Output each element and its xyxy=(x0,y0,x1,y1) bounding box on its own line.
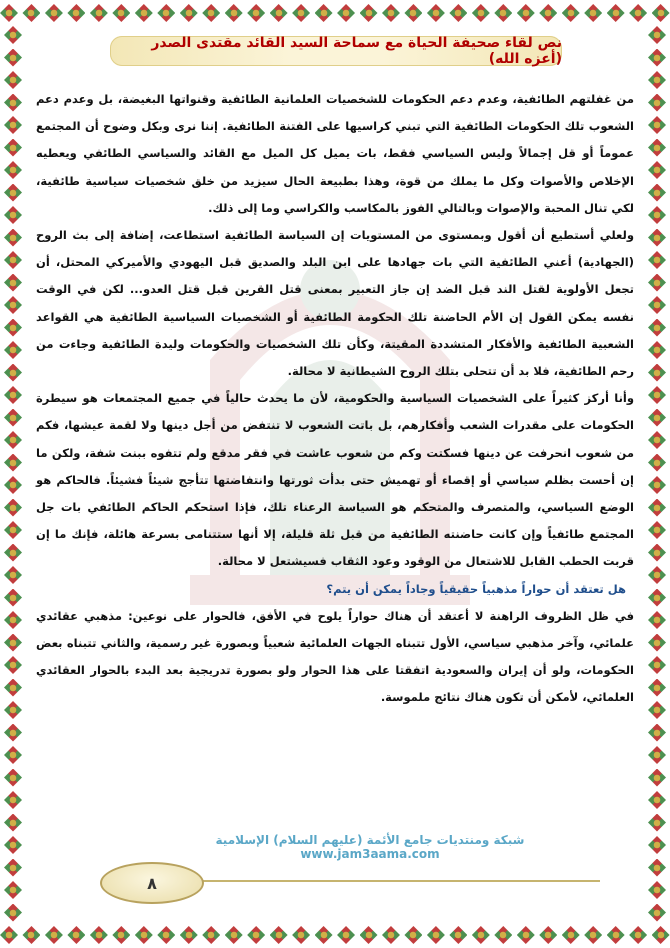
ornament-icon xyxy=(157,926,175,944)
ornament-icon xyxy=(112,926,130,944)
ornament-icon xyxy=(4,611,22,629)
ornament-icon xyxy=(0,926,18,944)
ornament-icon xyxy=(404,926,422,944)
ornament-icon xyxy=(315,926,333,944)
ornament-icon xyxy=(652,926,670,944)
ornament-icon xyxy=(648,589,666,607)
ornament-icon xyxy=(4,566,22,584)
ornament-icon xyxy=(180,926,198,944)
ornament-icon xyxy=(648,634,666,652)
ornament-icon xyxy=(90,926,108,944)
ornament-icon xyxy=(4,161,22,179)
ornament-icon xyxy=(4,71,22,89)
ornament-icon xyxy=(648,409,666,427)
left-ornament-border xyxy=(0,26,26,922)
ornament-icon xyxy=(22,926,40,944)
ornament-icon xyxy=(648,71,666,89)
ornament-icon xyxy=(648,904,666,922)
ornament-icon xyxy=(4,116,22,134)
ornament-icon xyxy=(648,251,666,269)
ornament-icon xyxy=(4,431,22,449)
ornament-icon xyxy=(4,701,22,719)
ornament-icon xyxy=(629,926,647,944)
ornament-icon xyxy=(4,791,22,809)
ornament-icon xyxy=(270,4,288,22)
interview-question: هل تعتقد أن حواراً مذهبياً حقيقياً وجاداً يمكن أن يتم؟ xyxy=(326,581,626,596)
ornament-icon xyxy=(4,184,22,202)
ornament-icon xyxy=(404,4,422,22)
ornament-icon xyxy=(648,656,666,674)
ornament-icon xyxy=(648,296,666,314)
ornament-icon xyxy=(4,746,22,764)
ornament-icon xyxy=(4,656,22,674)
ornament-icon xyxy=(0,4,18,22)
ornament-icon xyxy=(360,4,378,22)
ornament-icon xyxy=(4,476,22,494)
ornament-icon xyxy=(247,4,265,22)
ornament-icon xyxy=(4,94,22,112)
ornament-icon xyxy=(562,4,580,22)
ornament-icon xyxy=(648,319,666,337)
bottom-ornament-border xyxy=(0,922,670,948)
ornament-icon xyxy=(648,364,666,382)
ornament-icon xyxy=(4,724,22,742)
ornament-icon xyxy=(648,814,666,832)
ornament-icon xyxy=(4,229,22,247)
ornament-icon xyxy=(648,49,666,67)
ornament-icon xyxy=(648,679,666,697)
ornament-icon xyxy=(360,926,378,944)
ornament-icon xyxy=(382,926,400,944)
ornament-icon xyxy=(4,521,22,539)
page-number: ٨ xyxy=(100,862,204,904)
ornament-icon xyxy=(562,926,580,944)
ornament-icon xyxy=(337,4,355,22)
ornament-icon xyxy=(427,4,445,22)
ornament-icon xyxy=(4,251,22,269)
ornament-icon xyxy=(449,4,467,22)
right-ornament-border xyxy=(644,26,670,922)
ornament-icon xyxy=(90,4,108,22)
ornament-icon xyxy=(292,4,310,22)
ornament-icon xyxy=(648,139,666,157)
footer-divider xyxy=(200,880,600,882)
ornament-icon xyxy=(4,499,22,517)
ornament-icon xyxy=(4,881,22,899)
ornament-icon xyxy=(648,746,666,764)
ornament-icon xyxy=(4,49,22,67)
ornament-icon xyxy=(45,926,63,944)
ornament-icon xyxy=(648,521,666,539)
paragraph: وأنا أركز كثيراً على الشخصيات السياسية والحكومية، لأن ما يحدث حالياً في جميع المجتمعات هو سيطرة الحكومات على مقدرات الشعب وأفكارهم، بل باتت الشعوب لا تنتفض من أجل دينها ولا لقمة عيشها، فكم من شعوب انحرفت عن دينها فسكتت وكم من شعوب عاشت في فقر مدقع ولم تتفوه ببنت شفة، ولكن ما إن أحست بظلم سياسي أو إقصاء أو تهميش حتى بدأت ثورتها وانتفاضتها تتأجج شيئاً فشيئاً. فالحاكم هو الوضع السياسي، والمتصرف والمتحكم هو السياسة الرعناء تلك، فإذا استحكم الحاكم الطائفي بات جل المجتمع طائفياً وإن كانت حاضنته الطائفية من قبل ثلة قليلة، إلا أنها ستتنامى بسرعة هائلة، فإنك ما إن قربت الحطب القابل للاشتعال من الوقود وعود الثقاب فسيشتعل لا محالة. xyxy=(36,391,634,569)
ornament-icon xyxy=(648,184,666,202)
ornament-icon xyxy=(225,4,243,22)
ornament-icon xyxy=(315,4,333,22)
ornament-icon xyxy=(629,4,647,22)
ornament-icon xyxy=(539,4,557,22)
ornament-icon xyxy=(584,926,602,944)
ornament-icon xyxy=(648,791,666,809)
ornament-icon xyxy=(648,454,666,472)
ornament-icon xyxy=(247,926,265,944)
ornament-icon xyxy=(449,926,467,944)
ornament-icon xyxy=(4,319,22,337)
ornament-icon xyxy=(648,476,666,494)
ornament-icon xyxy=(4,814,22,832)
ornament-icon xyxy=(4,769,22,787)
ornament-icon xyxy=(648,431,666,449)
ornament-icon xyxy=(4,859,22,877)
ornament-icon xyxy=(4,296,22,314)
ornament-icon xyxy=(607,4,625,22)
ornament-icon xyxy=(67,4,85,22)
top-ornament-border xyxy=(0,0,670,26)
ornament-icon xyxy=(45,4,63,22)
ornament-icon xyxy=(648,724,666,742)
ornament-icon xyxy=(517,926,535,944)
ornament-icon xyxy=(225,926,243,944)
ornament-icon xyxy=(427,926,445,944)
ornament-icon xyxy=(648,544,666,562)
ornament-icon xyxy=(494,4,512,22)
ornament-icon xyxy=(135,4,153,22)
page-title: نص لقاء صحيفة الحياة مع سماحة السيد القائد مقتدى الصدر (أعزه الله) xyxy=(151,35,562,67)
ornament-icon xyxy=(539,926,557,944)
ornament-icon xyxy=(4,139,22,157)
ornament-icon xyxy=(584,4,602,22)
ornament-icon xyxy=(648,499,666,517)
ornament-icon xyxy=(648,26,666,44)
ornament-icon xyxy=(4,341,22,359)
ornament-icon xyxy=(648,274,666,292)
interview-answer: في ظل الظروف الراهنة لا أعتقد أن هناك حواراً يلوح في الأفق، فالحوار على نوعين: مذهبي عقائدي علمائي، وآخر مذهبي سياسي، الأول تتبناه الجهات العلمائية شعبياً وبصورة غير رسمية، والثاني تتبناه بعض الحكومات، ولو أن إيران والسعودية اتفقتا على هذا الحوار ولو بصورة تدريجية بعد البدء بالحوار العقائدي العلمائي، لأمكن أن تكون هناك نتائج ملموسة. xyxy=(36,608,634,705)
ornament-icon xyxy=(202,926,220,944)
ornament-icon xyxy=(135,926,153,944)
ornament-icon xyxy=(648,161,666,179)
ornament-icon xyxy=(607,926,625,944)
ornament-icon xyxy=(517,4,535,22)
ornament-icon xyxy=(202,4,220,22)
ornament-icon xyxy=(4,274,22,292)
ornament-icon xyxy=(648,881,666,899)
ornament-icon xyxy=(648,94,666,112)
ornament-icon xyxy=(4,634,22,652)
ornament-icon xyxy=(337,926,355,944)
ornament-icon xyxy=(472,926,490,944)
ornament-icon xyxy=(494,926,512,944)
title-banner xyxy=(110,36,562,66)
paragraph: ولعلي أستطيع أن أقول وبمستوى من المستويات إن السياسة الطائفية استطاعت، إضافة إلى بث الروح (الجهادية) أعني الطائفية التي بات جهادها على ابن البلد والصديق قبل اليهودي والأميركي المحتل، أن تجعل الأولوية لقتل الند قبل الضد إن جاز التعبير بمعنى قتل القرين قبل قتل العدو... لكن في الوقت نفسه يمكن القول إن الأم الحاضنة تلك الحكومة الطائفية أو الشخصيات السياسية الطائفية هي القواعد الشعبية الطائفية والأفكار المتشددة المقيتة، وكأن تلك الشخصيات والحكومات وليدة الطائفية وجاءت من رحم الطائفية، فلا بد أن تتحلى بتلك الروح الشيطانية لا محالة. xyxy=(36,228,634,379)
ornament-icon xyxy=(270,926,288,944)
ornament-icon xyxy=(648,386,666,404)
ornament-icon xyxy=(648,116,666,134)
ornament-icon xyxy=(4,409,22,427)
footer-site-credit: شبكة ومنتديات جامع الأئمة (عليهم السلام) الإسلامية www.jam3aama.com xyxy=(215,833,525,861)
ornament-icon xyxy=(4,206,22,224)
ornament-icon xyxy=(648,769,666,787)
ornament-icon xyxy=(652,4,670,22)
ornament-icon xyxy=(157,4,175,22)
ornament-icon xyxy=(648,566,666,584)
ornament-icon xyxy=(22,4,40,22)
ornament-icon xyxy=(648,341,666,359)
ornament-icon xyxy=(382,4,400,22)
ornament-icon xyxy=(4,454,22,472)
ornament-icon xyxy=(180,4,198,22)
ornament-icon xyxy=(4,836,22,854)
ornament-icon xyxy=(4,679,22,697)
ornament-icon xyxy=(292,926,310,944)
ornament-icon xyxy=(4,364,22,382)
ornament-icon xyxy=(648,229,666,247)
ornament-icon xyxy=(648,701,666,719)
ornament-icon xyxy=(4,589,22,607)
ornament-icon xyxy=(648,611,666,629)
ornament-icon xyxy=(67,926,85,944)
ornament-icon xyxy=(472,4,490,22)
ornament-icon xyxy=(4,26,22,44)
ornament-icon xyxy=(4,904,22,922)
ornament-icon xyxy=(4,544,22,562)
ornament-icon xyxy=(648,836,666,854)
ornament-icon xyxy=(112,4,130,22)
article-body xyxy=(36,86,634,712)
ornament-icon xyxy=(648,206,666,224)
ornament-icon xyxy=(648,859,666,877)
ornament-icon xyxy=(4,386,22,404)
paragraph: من غفلتهم الطائفية، وعدم دعم الحكومات للشخصيات العلمانية الطائفية وقنواتها البغيضة، بل وعدم دعم الشعوب تلك الحكومات الطائفية التي تبني كراسيها على الفتنة الطائفية. إننا نرى وبكل وضوح أن المجتمع عموماً أو قل إجمالاً وليس السياسي فقط، بات يميل كل الميل مع القائد والسياسي الطائفي ويعطيه الإخلاص والأصوات وكل ما يملك من قوة، وهذا بطبيعة الحال سيزيد من خلق شخصيات سياسية طائفية، لكي تنال المحبة والإصوات وبالتالي الفوز بالمكاسب والكراسي وما إلى ذلك. xyxy=(36,92,634,215)
